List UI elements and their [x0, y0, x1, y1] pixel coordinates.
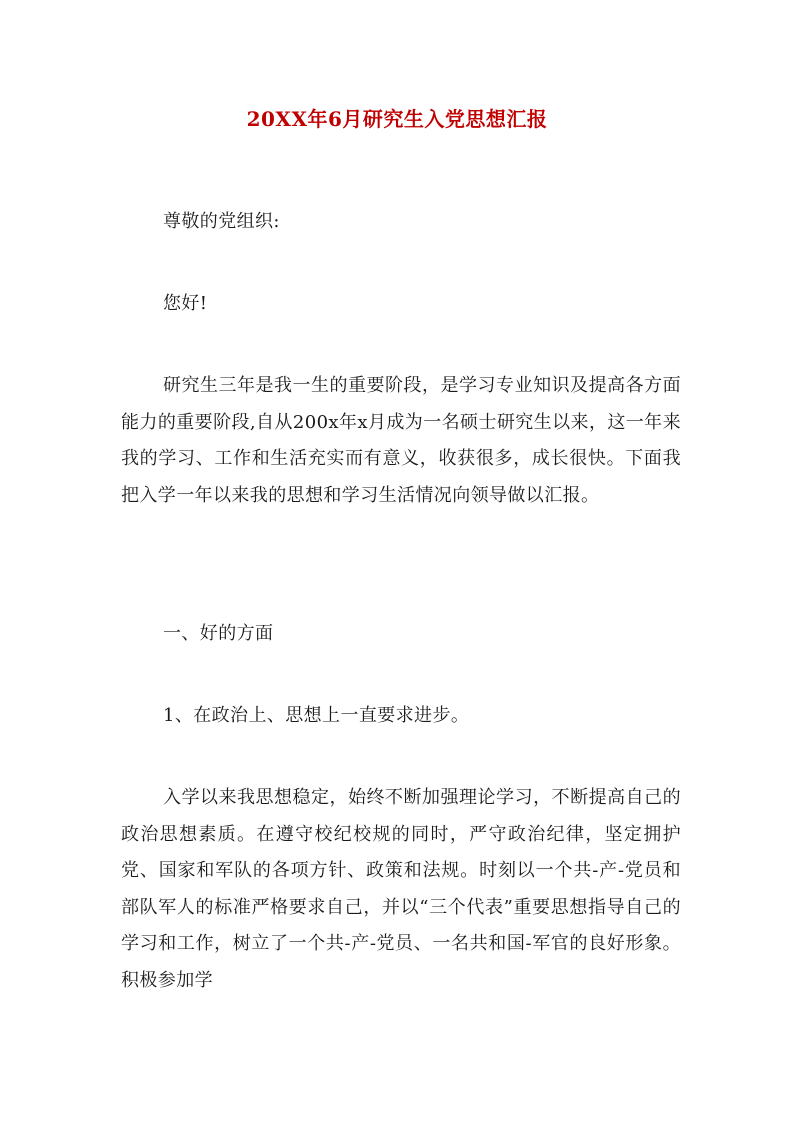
intro-paragraph: 研究生三年是我一生的重要阶段，是学习专业知识及提高各方面能力的重要阶段,自从200x年x月成为一名硕士研究生以来，这一年来我的学习、工作和生活充实而有意义，收获很多，成长很快。下面我把入学一年以来我的思想和学习生活情况向领导做以汇报。 — [121, 375, 681, 506]
body-paragraph: 入学以来我思想稳定，始终不断加强理论学习，不断提高自己的政治思想素质。在遵守校纪校规的同时，严守政治纪律，坚定拥护党、国家和军队的各项方针、政策和法规。时刻以一个共-产-党员和部队军人的标准严格要求自己，并以“三个代表”重要思想指导自己的学习和工作，树立了一个共-产-党员、一名共和国-军官的良好形象。积极参加学 — [121, 787, 681, 991]
section-heading: 一、好的方面 — [163, 623, 274, 644]
section-item: 1、在政治上、思想上一直要求进步。 — [163, 705, 470, 726]
salutation: 尊敬的党组织: — [163, 211, 280, 232]
greeting: 您好! — [163, 293, 208, 314]
document-title: 20XX年6月研究生入党思想汇报 — [246, 107, 548, 131]
